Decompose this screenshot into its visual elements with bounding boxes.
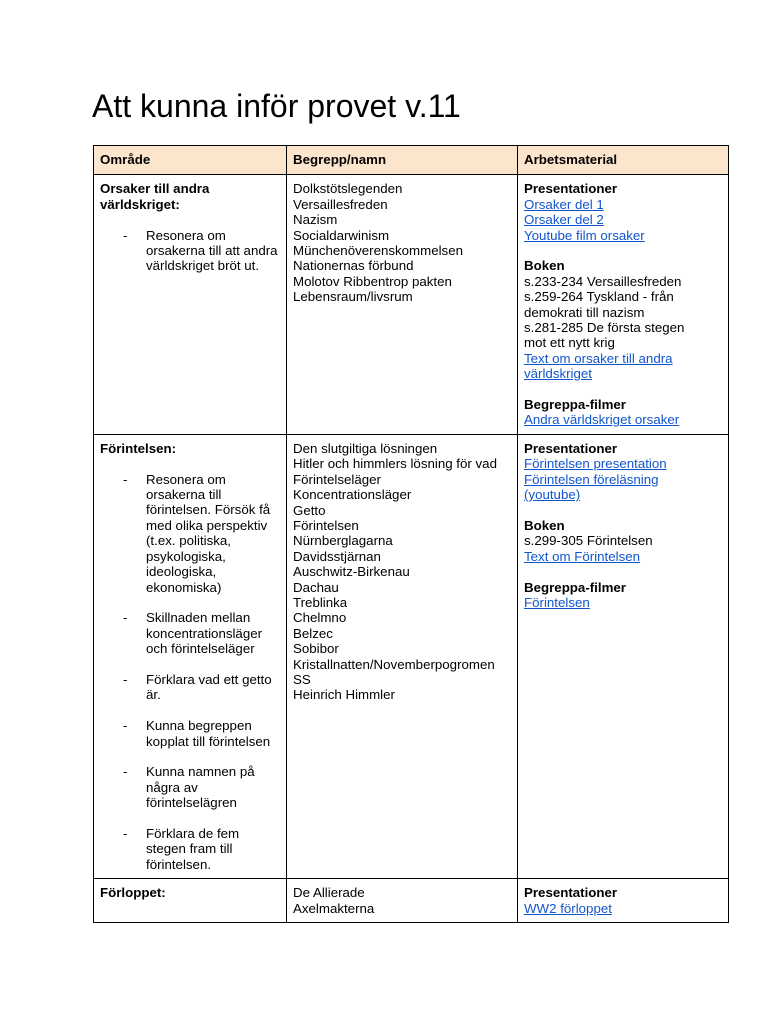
book-text: demokrati till nazism xyxy=(524,304,645,320)
terms-cell xyxy=(287,434,518,878)
area-title: Orsaker till andra xyxy=(100,181,210,197)
term: Dolkstötslegenden xyxy=(293,181,403,197)
page-title: Att kunna inför provet v.11 xyxy=(92,88,461,124)
material-cell xyxy=(518,434,729,878)
terms-cell xyxy=(287,879,518,923)
presentations-heading: Presentationer xyxy=(524,885,618,901)
term: Nationernas förbund xyxy=(293,258,414,274)
book-text: mot ett nytt krig xyxy=(524,335,615,351)
area-title: Förloppet: xyxy=(100,885,166,901)
term: Hitler och himmlers lösning för vad xyxy=(293,456,497,472)
presentation-link[interactable]: Förintelsen presentation xyxy=(524,456,667,472)
presentation-link[interactable]: Youtube film orsaker xyxy=(524,227,645,243)
presentation-link[interactable]: Orsaker del 1 xyxy=(524,196,604,212)
presentation-link[interactable]: Förintelsen föreläsning xyxy=(524,471,659,487)
term: Davidsstjärnan xyxy=(293,548,381,564)
table-header-row xyxy=(94,146,729,175)
term: Socialdarwinism xyxy=(293,227,390,243)
header-area: Område xyxy=(94,146,287,175)
header-material: Arbetsmaterial xyxy=(518,146,729,175)
term: Versaillesfreden xyxy=(293,196,388,212)
term: Nazism xyxy=(293,212,338,228)
term: Nürnberglagarna xyxy=(293,533,393,549)
term: Förintelsen xyxy=(293,517,359,533)
term: Lebensraum/livsrum xyxy=(293,289,413,305)
presentations-heading: Presentationer xyxy=(524,181,618,197)
term: Koncentrationsläger xyxy=(293,487,412,503)
presentation-link[interactable]: WW2 förloppet xyxy=(524,900,612,916)
film-link[interactable]: Andra världskriget orsaker xyxy=(524,412,680,428)
book-text: s.281-285 De första stegen xyxy=(524,320,685,336)
list-item: - Förklara de fem stegen fram till förintelsen. xyxy=(100,826,280,872)
area-cell xyxy=(94,879,287,923)
films-heading: Begreppa-filmer xyxy=(524,579,626,595)
book-text: s.233-234 Versaillesfreden xyxy=(524,273,682,289)
term: De Allierade xyxy=(293,885,365,901)
films-heading: Begreppa-filmer xyxy=(524,397,626,413)
presentations-heading: Presentationer xyxy=(524,440,618,456)
term: Den slutgiltiga lösningen xyxy=(293,440,438,456)
table-row xyxy=(94,434,729,878)
term: SS xyxy=(293,671,311,687)
area-cell xyxy=(94,434,287,878)
term: Münchenöverenskommelsen xyxy=(293,243,463,259)
area-title: världskriget: xyxy=(100,196,180,212)
term: Sobibor xyxy=(293,641,339,657)
list-item: - Skillnaden mellan koncentrationsläger och förintelseläger xyxy=(100,610,280,656)
presentation-link[interactable]: (youtube) xyxy=(524,487,581,503)
term: Auschwitz-Birkenau xyxy=(293,564,410,580)
book-link[interactable]: Text om Förintelsen xyxy=(524,548,641,564)
term: Heinrich Himmler xyxy=(293,687,395,703)
term: Förintelseläger xyxy=(293,471,381,487)
book-link[interactable]: Text om orsaker till andra xyxy=(524,350,673,366)
area-title: Förintelsen: xyxy=(100,440,177,456)
book-text: s.259-264 Tyskland - från xyxy=(524,289,674,305)
book-text: s.299-305 Förintelsen xyxy=(524,533,653,549)
list-item: - Kunna namnen på några av förintelselägren xyxy=(100,764,280,810)
goal-list xyxy=(100,472,280,872)
term: Chelmno xyxy=(293,610,347,626)
book-heading: Boken xyxy=(524,517,565,533)
material-cell xyxy=(518,879,729,923)
table-row xyxy=(94,879,729,923)
area-cell xyxy=(94,175,287,434)
table-row xyxy=(94,175,729,434)
term: Getto xyxy=(293,502,326,518)
term: Belzec xyxy=(293,625,333,641)
presentation-link[interactable]: Orsaker del 2 xyxy=(524,212,604,228)
term: Kristallnatten/Novemberpogromen xyxy=(293,656,495,672)
list-item: - Resonera om orsakerna till att andra världskriget bröt ut. xyxy=(100,228,280,274)
material-cell xyxy=(518,175,729,434)
list-item: - Kunna begreppen kopplat till förintelsen xyxy=(100,718,280,749)
term: Axelmakterna xyxy=(293,900,375,916)
header-terms: Begrepp/namn xyxy=(287,146,518,175)
book-heading: Boken xyxy=(524,258,565,274)
list-item: - Förklara vad ett getto är. xyxy=(100,672,280,703)
study-table xyxy=(93,145,729,923)
goal-list xyxy=(100,228,280,274)
list-item: - Resonera om orsakerna till förintelsen. Försök få med olika perspektiv (t.ex. politiska, psykologiska, ideologiska, ekonomiska) xyxy=(100,472,280,595)
terms-cell xyxy=(287,175,518,434)
term: Treblinka xyxy=(293,594,348,610)
book-link[interactable]: världskriget xyxy=(524,366,592,382)
film-link[interactable]: Förintelsen xyxy=(524,594,590,610)
term: Dachau xyxy=(293,579,339,595)
term: Molotov Ribbentrop pakten xyxy=(293,273,452,289)
